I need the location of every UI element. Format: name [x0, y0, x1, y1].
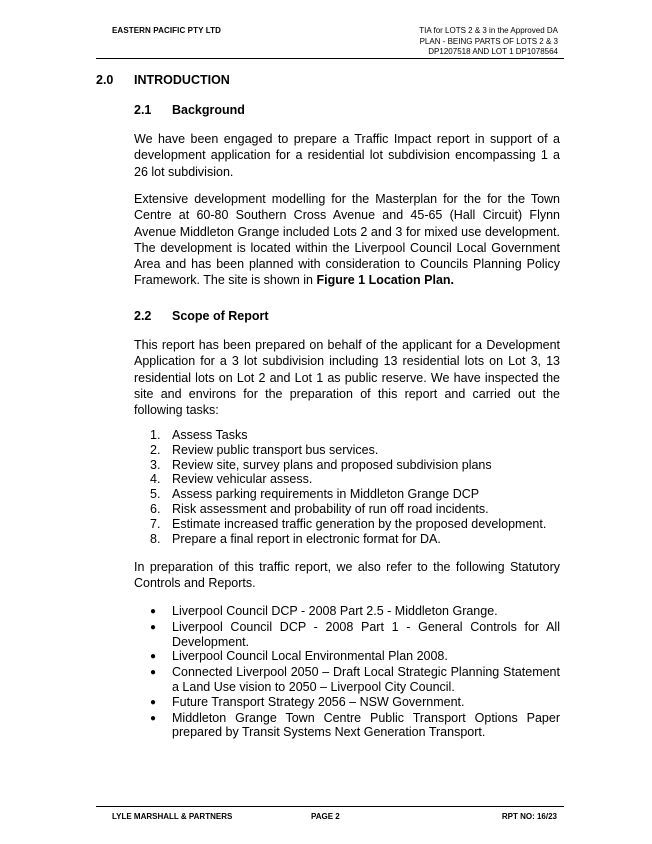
- background-paragraph-2-text: Extensive development modelling for the Masterplan for the for the Town Centre at 60-80 Southern Cross Avenue and 45-65 (Hall Circuit) Flynn Avenue Middleton Grange included Lots 2 and 3 for mixed use development. The development is located within the Liverpool Council Local Government Area and has been planned with consideration to Councils Planning Policy Framework. The site is shown in: [134, 192, 560, 288]
- list-text: Liverpool Council DCP - 2008 Part 1 - General Controls for All Development.: [172, 619, 560, 649]
- header-ref-line: TIA for LOTS 2 & 3 in the Approved DA: [419, 26, 558, 35]
- list-text: Estimate increased traffic generation by the proposed development.: [172, 516, 547, 531]
- figure-reference: Figure 1 Location Plan.: [316, 273, 455, 288]
- bullet-icon: ●: [150, 712, 157, 724]
- list-number: 6.: [150, 501, 161, 516]
- list-text: Assess parking requirements in Middleton Grange DCP: [172, 487, 480, 502]
- list-text: Connected Liverpool 2050 – Draft Local Strategic Planning Statement a Land Use vision to 2050 – Liverpool City Council.: [172, 665, 560, 694]
- list-text: Review public transport bus services.: [172, 442, 379, 457]
- background-paragraph-2: [134, 191, 560, 289]
- bullet-icon: ●: [150, 651, 157, 663]
- list-item: [150, 665, 560, 695]
- header-divider: [96, 58, 564, 59]
- task-list: [150, 428, 570, 546]
- list-item: [150, 711, 560, 741]
- list-item: [150, 649, 560, 665]
- list-item: [150, 487, 570, 502]
- header-ref-line: DP1207518 AND LOT 1 DP1078564: [428, 47, 558, 56]
- list-item: [150, 428, 570, 443]
- list-text: Risk assessment and probability of run off road incidents.: [172, 501, 489, 516]
- list-number: 2.: [150, 442, 161, 457]
- list-item: [150, 695, 560, 711]
- list-number: 7.: [150, 516, 161, 531]
- list-text: Review vehicular assess.: [172, 472, 313, 487]
- bullet-icon: ●: [150, 696, 157, 708]
- list-number: 1.: [150, 428, 161, 442]
- list-text: Middleton Grange Town Centre Public Transport Options Paper prepared by Transit Systems Next Generation Transport.: [172, 710, 560, 740]
- bullet-icon: ●: [150, 667, 157, 679]
- scope-number: 2.2: [134, 309, 152, 323]
- scope-heading: [134, 309, 269, 323]
- list-text: Liverpool Council DCP - 2008 Part 2.5 - Middleton Grange.: [172, 604, 498, 618]
- scope-paragraph-1: This report has been prepared on behalf of the applicant for a Development Application for a 3 lot subdivision including 13 residential lots on Lot 3, 13 residential lots on Lot 2 and Lot 1 as public reserve. We have inspected the site and environs for the preparation of this report and carried out the following tasks:: [134, 338, 560, 418]
- background-heading: [134, 103, 245, 117]
- list-text: Future Transport Strategy 2056 – NSW Government.: [172, 694, 465, 709]
- list-number: 8.: [150, 531, 161, 546]
- list-text: Liverpool Council Local Environmental Plan 2008.: [172, 649, 448, 664]
- footer-divider: [96, 806, 564, 807]
- reference-list: [150, 604, 560, 740]
- list-number: 5.: [150, 487, 161, 502]
- background-title: Background: [172, 103, 245, 117]
- background-number: 2.1: [134, 103, 152, 117]
- list-item: [150, 443, 570, 458]
- header-reference: [419, 26, 558, 58]
- list-item: [150, 604, 560, 620]
- list-item: [150, 502, 570, 517]
- section-number: 2.0: [96, 73, 114, 87]
- list-item: [150, 517, 570, 532]
- footer-report-number: RPT NO: 16/23: [501, 812, 557, 821]
- section-heading: [96, 73, 230, 87]
- list-item: [150, 472, 570, 487]
- footer-company: LYLE MARSHALL & PARTNERS: [112, 812, 233, 821]
- list-item: [150, 620, 560, 650]
- list-text: Prepare a final report in electronic format for DA.: [172, 531, 441, 546]
- bullet-icon: ●: [150, 606, 157, 617]
- header-ref-line: PLAN - BEING PARTS OF LOTS 2 & 3: [419, 36, 558, 46]
- list-number: 4.: [150, 472, 161, 487]
- list-text: Review site, survey plans and proposed subdivision plans: [172, 457, 492, 472]
- scope-title: Scope of Report: [172, 309, 269, 323]
- footer-page-number: PAGE 2: [311, 812, 340, 821]
- list-number: 3.: [150, 457, 161, 472]
- list-item: [150, 458, 570, 473]
- bullet-icon: ●: [150, 621, 157, 633]
- background-paragraph-1: We have been engaged to prepare a Traffic Impact report in support of a development application for a residential lot subdivision encompassing 1 a 26 lot subdivision.: [134, 132, 560, 179]
- scope-paragraph-2: In preparation of this traffic report, we also refer to the following Statutory Controls and Reports.: [134, 560, 560, 591]
- list-text: Assess Tasks: [172, 428, 248, 442]
- header-company: EASTERN PACIFIC PTY LTD: [112, 26, 221, 35]
- section-title: INTRODUCTION: [134, 73, 230, 87]
- list-item: [150, 532, 570, 547]
